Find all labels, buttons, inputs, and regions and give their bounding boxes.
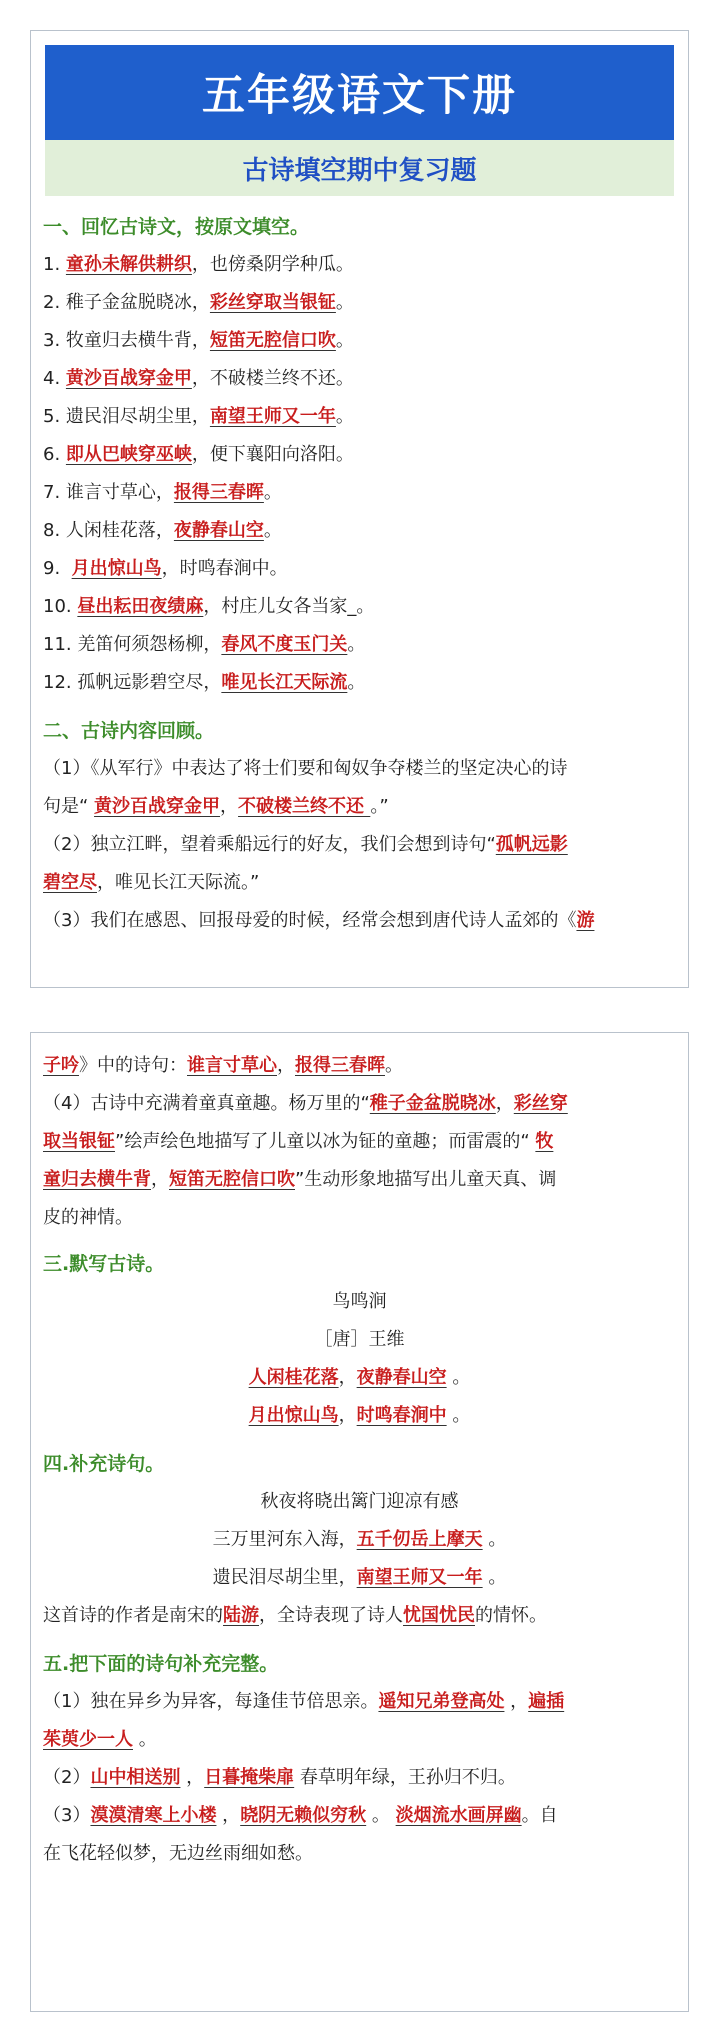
- poem-text: 。: [446, 1367, 471, 1388]
- question-text: ，: [180, 1767, 205, 1788]
- question-text: 在飞花轻似梦，无边丝雨细如愁。: [43, 1843, 313, 1864]
- item-text: ，也傍桑阴学种瓜。: [191, 254, 354, 275]
- question-text: ，: [495, 1093, 514, 1114]
- answer-text: 报得三春晖: [173, 482, 264, 503]
- answer-text: 月出惊山鸟: [248, 1405, 339, 1426]
- answer-text: 唯见长江天际流: [221, 672, 348, 693]
- question-text: ”绘声绘色地描写了儿童以冰为钲的童趣；而雷震的“: [115, 1131, 536, 1152]
- question-text: 的情怀。: [475, 1605, 547, 1626]
- answer-text: 南望王师又一年: [356, 1567, 483, 1588]
- item-text: ，时鸣春涧中。: [161, 558, 288, 579]
- answer-text: 短笛无腔信口吹: [169, 1169, 295, 1190]
- title-banner: [45, 45, 674, 140]
- item-text: ，不破楼兰终不还。: [191, 368, 354, 389]
- answer-text: 牧: [535, 1131, 554, 1152]
- answer-text: 取当银钲: [43, 1131, 115, 1152]
- question-text: （2）独立江畔，望着乘船远行的好友，我们会想到诗句“: [43, 834, 496, 855]
- question-line: [43, 750, 676, 788]
- answer-text: 忧国忧民: [403, 1605, 475, 1626]
- question-text: 。: [366, 1805, 396, 1826]
- item-text: 。: [335, 292, 354, 313]
- answer-text: 报得三春晖: [295, 1055, 385, 1076]
- question-text: ”生动形象地描写出儿童天真、调: [295, 1169, 557, 1190]
- question-line: [43, 1759, 676, 1797]
- item-text: 2. 稚子金盆脱晓冰，: [43, 292, 210, 313]
- answer-text: 夜静春山空: [356, 1367, 447, 1388]
- question-line: [43, 902, 676, 940]
- question-line: [43, 1047, 676, 1085]
- question-line: [43, 788, 676, 826]
- item-text: 。: [263, 520, 282, 541]
- list-item: [43, 436, 676, 474]
- answer-text: 晓阴无赖似穷秋: [240, 1805, 367, 1826]
- question-text: （1）独在异乡为异客，每逢佳节倍思亲。: [43, 1691, 379, 1712]
- answer-text: 昼出耘田夜绩麻: [77, 596, 204, 617]
- question-line: [43, 864, 676, 902]
- item-text: 1.: [43, 254, 66, 275]
- list-item: [43, 284, 676, 322]
- question-line: [43, 1085, 676, 1123]
- question-text: （2）: [43, 1767, 91, 1788]
- answer-text: 彩丝穿: [513, 1093, 568, 1114]
- answer-text: 童孙未解供耕织: [65, 254, 192, 275]
- answer-text: 茱萸少一人: [43, 1729, 133, 1750]
- question-text: 春草明年绿，王孙归不归。: [294, 1767, 516, 1788]
- answer-text: 碧空尽: [43, 872, 97, 893]
- list-item: [43, 246, 676, 284]
- item-text: 4.: [43, 368, 66, 389]
- question-line: [43, 1597, 676, 1635]
- answer-text: 即从巴峡穿巫峡: [65, 444, 192, 465]
- item-text: 。: [347, 672, 366, 693]
- section-1-heading: 一、回忆古诗文，按原文填空。: [43, 216, 310, 238]
- section-3-heading: 三.默写古诗。: [43, 1253, 165, 1275]
- question-text: （3）: [43, 1805, 91, 1826]
- question-text: ，唯见长江天际流。”: [97, 872, 260, 893]
- question-text: ，全诗表现了诗人: [259, 1605, 403, 1626]
- list-item: [43, 664, 676, 702]
- answer-text: 黄沙百战穿金甲: [65, 368, 192, 389]
- question-text: 。”: [370, 796, 389, 817]
- answer-text: 谁言寸草心: [187, 1055, 277, 1076]
- item-text: 10.: [43, 596, 78, 617]
- question-text: ，: [216, 1805, 241, 1826]
- answer-text: 南望王师又一年: [209, 406, 336, 427]
- answer-text: 人闲桂花落: [248, 1367, 339, 1388]
- poem-text: ，: [338, 1367, 357, 1388]
- answer-text: 遍插: [528, 1691, 565, 1712]
- page-1-content: [31, 196, 688, 940]
- question-text: （1）《从军行》中表达了将士们要和匈奴争夺楼兰的坚定决心的诗: [43, 758, 568, 779]
- answer-text: 游: [576, 910, 595, 931]
- item-text: 12. 孤帆远影碧空尽，: [43, 672, 222, 693]
- answer-text: 子吟: [43, 1055, 79, 1076]
- item-text: 6.: [43, 444, 66, 465]
- poem-line: [43, 1359, 676, 1397]
- section-5-heading: 五.把下面的诗句补充完整。: [43, 1653, 279, 1675]
- answer-text: 夜静春山空: [173, 520, 264, 541]
- poem-author: ［唐］王维: [314, 1329, 405, 1350]
- question-line: [43, 1835, 676, 1873]
- poem-text: 遗民泪尽胡尘里，: [212, 1567, 357, 1588]
- item-text: 。: [347, 634, 366, 655]
- answer-text: 遥知兄弟登高处: [378, 1691, 505, 1712]
- question-text: ，: [277, 1055, 295, 1076]
- poem-line: [43, 1521, 676, 1559]
- answer-text: 陆游: [223, 1605, 259, 1626]
- answer-text: 孤帆远影: [495, 834, 568, 855]
- question-line: [43, 1123, 676, 1161]
- page-title: 五年级语文下册: [202, 71, 517, 121]
- question-line: [43, 826, 676, 864]
- poem-text: 三万里河东入海，: [212, 1529, 357, 1550]
- list-item: [43, 588, 676, 626]
- poem-text: 。: [482, 1529, 507, 1550]
- poem-title: 鸟鸣涧: [332, 1291, 387, 1312]
- section-2-heading: 二、古诗内容回顾。: [43, 720, 215, 742]
- page-2-content: [31, 1033, 688, 1873]
- answer-text: 日暮掩柴扉: [204, 1767, 295, 1788]
- question-text: 。自: [521, 1805, 558, 1826]
- question-text: （4）古诗中充满着童真童趣。杨万里的“: [43, 1093, 370, 1114]
- question-line: [43, 1683, 676, 1721]
- answer-text: 漠漠清寒上小楼: [90, 1805, 217, 1826]
- question-text: （3）我们在感恩、回报母爱的时候，经常会想到唐代诗人孟郊的《: [43, 910, 577, 931]
- question-text: 。: [133, 1729, 157, 1750]
- subtitle-banner: [45, 140, 674, 196]
- item-text: ，便下襄阳向洛阳。: [191, 444, 354, 465]
- list-item: [43, 550, 676, 588]
- worksheet-page-2: [30, 1032, 689, 2012]
- question-line: [43, 1797, 676, 1835]
- item-text: 9.: [43, 558, 72, 579]
- section-1-list: [43, 246, 676, 702]
- item-text: 3. 牧童归去横牛背，: [43, 330, 210, 351]
- list-item: [43, 626, 676, 664]
- answer-text: 春风不度玉门关: [221, 634, 348, 655]
- question-text: 。: [385, 1055, 403, 1076]
- poem-text: 。: [446, 1405, 471, 1426]
- item-text: 。: [335, 406, 354, 427]
- item-text: 11. 羌笛何须怨杨柳，: [43, 634, 222, 655]
- list-item: [43, 512, 676, 550]
- question-text: ，: [151, 1169, 169, 1190]
- question-line: [43, 1721, 676, 1759]
- page-subtitle: 古诗填空期中复习题: [242, 155, 477, 186]
- answer-text: 时鸣春涧中: [356, 1405, 447, 1426]
- answer-text: 彩丝穿取当银钲: [209, 292, 336, 313]
- item-text: 。: [335, 330, 354, 351]
- item-text: 8. 人闲桂花落，: [43, 520, 174, 541]
- answer-text: 月出惊山鸟: [71, 558, 162, 579]
- item-text: 5. 遗民泪尽胡尘里，: [43, 406, 210, 427]
- poem-line: [43, 1559, 676, 1597]
- answer-text: 山中相送别: [90, 1767, 181, 1788]
- list-item: [43, 322, 676, 360]
- question-line: [43, 1161, 676, 1199]
- question-text: 》中的诗句：: [79, 1055, 187, 1076]
- poem-text: 。: [482, 1567, 507, 1588]
- question-text: ，: [220, 796, 239, 817]
- answer-text: 五千仞岳上摩天: [356, 1529, 483, 1550]
- answer-text: 淡烟流水画屏幽: [395, 1805, 522, 1826]
- question-text: 句是“: [43, 796, 95, 817]
- answer-text: 童归去横牛背: [43, 1169, 151, 1190]
- poem-title: 秋夜将晓出篱门迎凉有感: [260, 1491, 459, 1512]
- list-item: [43, 398, 676, 436]
- item-text: 7. 谁言寸草心，: [43, 482, 174, 503]
- item-text: ，村庄儿女各当家_。: [203, 596, 375, 617]
- item-text: 。: [263, 482, 282, 503]
- list-item: [43, 474, 676, 512]
- section-4-heading: 四.补充诗句。: [43, 1453, 165, 1475]
- poem-text: ，: [338, 1405, 357, 1426]
- answer-text: 稚子金盆脱晓冰: [369, 1093, 496, 1114]
- worksheet-page-1: [30, 30, 689, 988]
- question-line: [43, 1199, 676, 1237]
- question-text: ，: [504, 1691, 529, 1712]
- question-text: 皮的神情。: [43, 1207, 133, 1228]
- poem-line: [43, 1397, 676, 1435]
- question-text: 这首诗的作者是南宋的: [43, 1605, 223, 1626]
- answer-text: 不破楼兰终不还: [238, 796, 371, 817]
- list-item: [43, 360, 676, 398]
- answer-text: 黄沙百战穿金甲: [94, 796, 221, 817]
- answer-text: 短笛无腔信口吹: [209, 330, 336, 351]
